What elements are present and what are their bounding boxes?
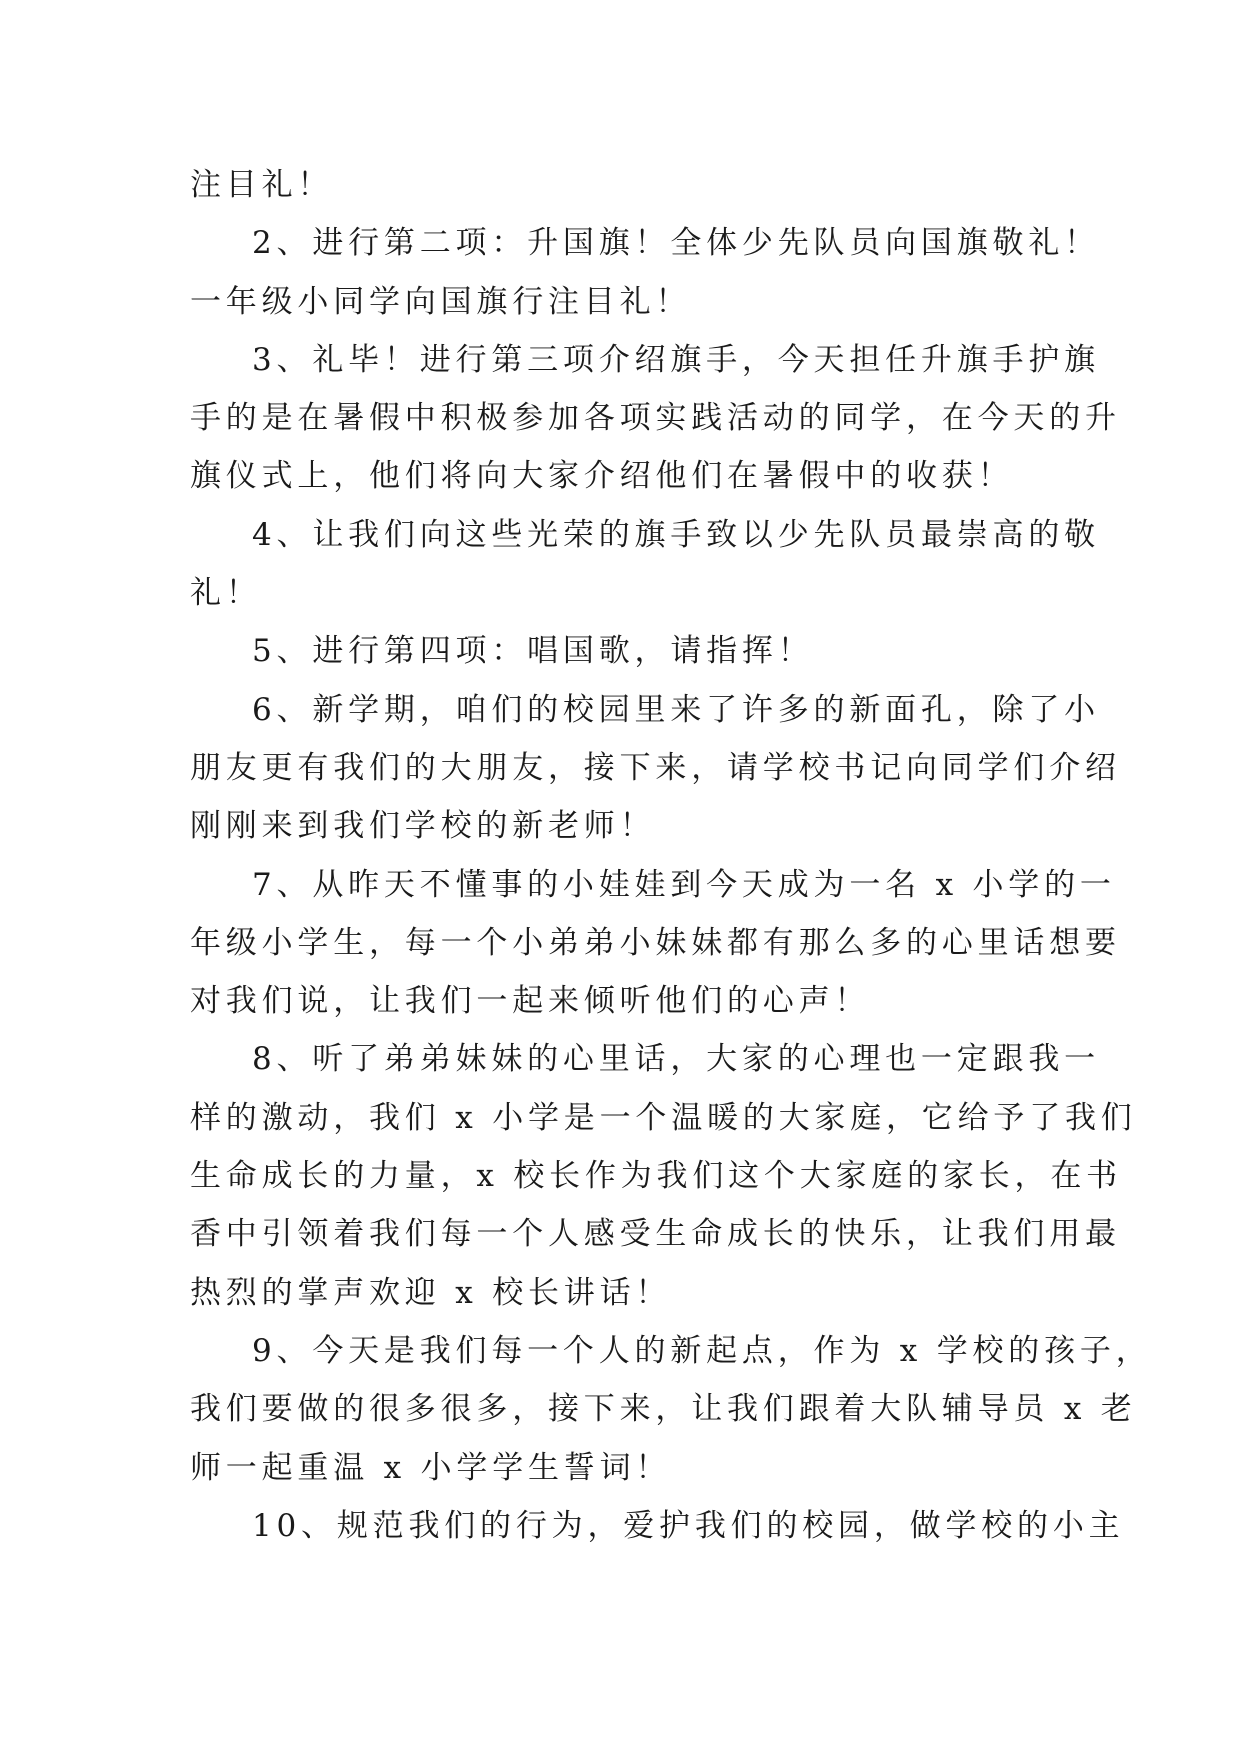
text-line: 10、规范我们的行为，爱护我们的校园，做学校的小主	[252, 1507, 1125, 1544]
document-body	[190, 156, 1152, 1555]
text-line: 我们要做的很多很多，接下来，让我们跟着大队辅导员 x 老	[190, 1391, 1137, 1428]
text-line: 5、进行第四项：唱国歌，请指挥！	[252, 633, 814, 670]
text-line: 师一起重温 x 小学学生誓词！	[190, 1449, 672, 1486]
text-line: 2、进行第二项：升国旗！全体少先队员向国旗敬礼！	[252, 225, 1100, 262]
text-line: 年级小学生，每一个小弟弟小妹妹都有那么多的心里话想要	[190, 924, 1121, 961]
text-line: 8、听了弟弟妹妹的心里话，大家的心理也一定跟我一	[252, 1041, 1100, 1078]
text-line: 生命成长的力量，x 校长作为我们这个大家庭的家长，在书	[190, 1158, 1122, 1195]
text-line: 热烈的掌声欢迎 x 校长讲话！	[190, 1274, 672, 1311]
text-line: 香中引领着我们每一个人感受生命成长的快乐，让我们用最	[190, 1216, 1121, 1253]
text-line: 9、今天是我们每一个人的新起点，作为 x 学校的孩子，	[252, 1332, 1152, 1369]
text-line: 6、新学期，咱们的校园里来了许多的新面孔，除了小	[252, 691, 1100, 728]
text-line: 对我们说，让我们一起来倾听他们的心声！	[190, 983, 871, 1020]
text-line: 一年级小同学向国旗行注目礼！	[190, 283, 692, 320]
text-line: 手的是在暑假中积极参加各项实践活动的同学，在今天的升	[190, 400, 1121, 437]
text-line: 旗仪式上，他们将向大家介绍他们在暑假中的收获！	[190, 458, 1014, 495]
text-line: 刚刚来到我们学校的新老师！	[190, 808, 656, 845]
text-line: 朋友更有我们的大朋友，接下来，请学校书记向同学们介绍	[190, 749, 1121, 786]
text-line: 3、礼毕！进行第三项介绍旗手，今天担任升旗手护旗	[252, 341, 1100, 378]
text-line: 7、从昨天不懂事的小娃娃到今天成为一名 x 小学的一	[252, 866, 1116, 903]
text-line: 4、让我们向这些光荣的旗手致以少先队员最崇高的敬	[252, 516, 1100, 553]
text-line: 礼！	[190, 575, 262, 612]
text-line: 注目礼！	[190, 167, 334, 203]
text-line: 样的激动，我们 x 小学是一个温暖的大家庭，它给予了我们	[190, 1099, 1137, 1136]
